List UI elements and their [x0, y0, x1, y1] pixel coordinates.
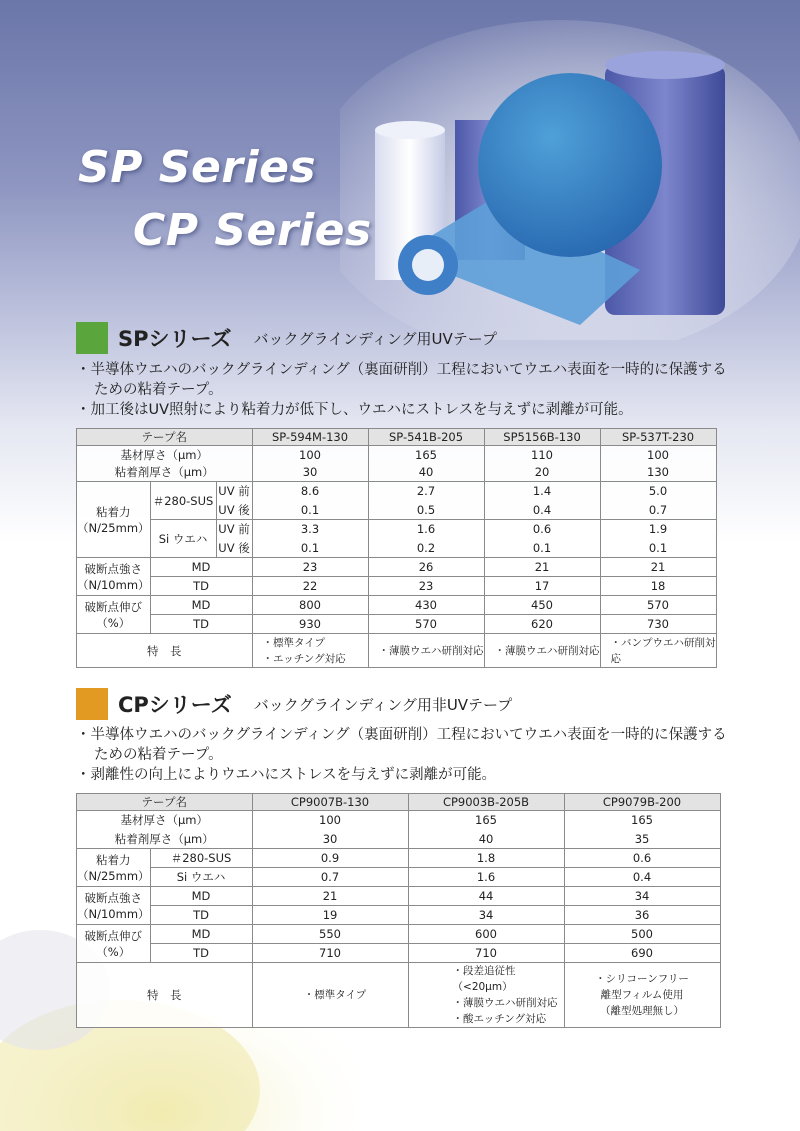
feature-line: ・段差追従性（<20μm）: [452, 965, 516, 993]
feature-cell: [252, 963, 408, 1028]
sp-section-title: SPシリーズ: [118, 327, 232, 351]
table-cell: 0.1: [600, 539, 716, 558]
sp-label-adhesion: [77, 482, 151, 558]
table-cell: 710: [252, 944, 408, 963]
md-label: MD: [150, 925, 252, 944]
table-cell: 19: [252, 906, 408, 925]
table-cell: 730: [600, 615, 716, 634]
md-label: MD: [150, 596, 252, 615]
table-cell: 165: [368, 446, 484, 464]
cp-section-title: CPシリーズ: [118, 693, 232, 717]
label-text: 破断点強さ: [84, 561, 142, 576]
table-cell: 8.6: [252, 482, 368, 501]
sp-product: SP-594M-130: [252, 429, 368, 446]
cp-section-heading: [76, 686, 512, 722]
table-cell: 1.8: [408, 849, 564, 868]
table-cell: 30: [252, 830, 408, 849]
feature-cell: [484, 634, 600, 668]
sp-label-strength: [77, 558, 151, 596]
table-cell: 620: [484, 615, 600, 634]
table-cell: 1.9: [600, 520, 716, 539]
table-cell: 44: [408, 887, 564, 906]
table-cell: 500: [564, 925, 720, 944]
label-text: 破断点伸び: [84, 599, 142, 614]
feature-line: ・薄膜ウエハ研削対応: [452, 997, 558, 1009]
table-cell: 0.7: [600, 501, 716, 520]
label-text: 粘着力: [96, 852, 131, 867]
table-cell: 0.4: [484, 501, 600, 520]
table-cell: 0.4: [564, 868, 720, 887]
table-cell: 21: [600, 558, 716, 577]
td-label: TD: [150, 944, 252, 963]
cp-description: [76, 725, 736, 785]
feature-line: ・エッチング対応: [262, 652, 346, 665]
table-cell: 800: [252, 596, 368, 615]
cp-label-feature: 特 長: [77, 963, 253, 1028]
table-cell: 570: [600, 596, 716, 615]
sp-label-si-wafer: Si ウエハ: [150, 520, 216, 558]
cp-label-adhesive-thickness: 粘着剤厚さ（μm）: [77, 830, 253, 849]
table-cell: 17: [484, 577, 600, 596]
sp-spec-table: [76, 428, 717, 668]
md-label: MD: [150, 887, 252, 906]
product-photo: [340, 20, 800, 340]
title-sp-series: SP Series: [78, 142, 317, 193]
uv-after-label: UV 後: [216, 539, 252, 558]
table-cell: 550: [252, 925, 408, 944]
table-cell: 21: [484, 558, 600, 577]
feature-line: 離型フィルム使用: [600, 989, 684, 1001]
table-cell: 570: [368, 615, 484, 634]
feature-line: ・標準タイプ: [303, 989, 367, 1001]
td-label: TD: [150, 577, 252, 596]
table-cell: 130: [600, 464, 716, 482]
label-text: 破断点強さ: [84, 890, 142, 905]
feature-cell: [564, 963, 720, 1028]
feature-cell: [600, 634, 716, 668]
table-cell: 100: [600, 446, 716, 464]
label-unit: （N/10mm）: [77, 906, 150, 921]
feature-line: ・酸エッチング対応: [452, 1013, 547, 1025]
cp-bullet: ・半導体ウエハのバックグラインディング（裏面研削）工程においてウエハ表面を一時的に保護するための粘着テープ。: [76, 727, 727, 763]
table-cell: 710: [408, 944, 564, 963]
table-cell: 23: [252, 558, 368, 577]
cp-label-elongation: [77, 925, 151, 963]
table-cell: 430: [368, 596, 484, 615]
cp-section-marker: [76, 688, 108, 720]
feature-line: ・薄膜ウエハ研削対応: [494, 644, 600, 657]
table-cell: 0.7: [252, 868, 408, 887]
table-cell: 0.2: [368, 539, 484, 558]
sp-label-elongation: [77, 596, 151, 634]
feature-cell: [368, 634, 484, 668]
sp-product: SP-541B-205: [368, 429, 484, 446]
table-cell: 35: [564, 830, 720, 849]
table-cell: 2.7: [368, 482, 484, 501]
feature-line: ・標準タイプ: [262, 636, 325, 649]
title-cp-series: CP Series: [133, 205, 372, 256]
table-cell: 30: [252, 464, 368, 482]
label-unit: （N/10mm）: [77, 577, 150, 592]
cp-section-subtitle: バックグラインディング用非UVテープ: [253, 695, 513, 714]
table-cell: 34: [408, 906, 564, 925]
table-cell: 0.1: [252, 539, 368, 558]
feature-cell: [252, 634, 368, 668]
table-cell: 21: [252, 887, 408, 906]
cp-spec-table: [76, 793, 721, 1028]
table-cell: 100: [252, 811, 408, 830]
feature-line: ・バンプウエハ研削対応: [610, 636, 716, 665]
feature-line: （離型処理無し）: [600, 1005, 685, 1017]
sp-bullet: ・加工後はUV照射により粘着力が低下し、ウエハにストレスを与えずに剥離が可能。: [76, 402, 633, 418]
uv-before-label: UV 前: [216, 482, 252, 501]
cp-product: CP9003B-205B: [408, 794, 564, 811]
sp-label-sus: ＃280-SUS: [150, 482, 216, 520]
uv-before-label: UV 前: [216, 520, 252, 539]
sp-label-adhesive-thickness: 粘着剤厚さ（μm）: [77, 464, 253, 482]
label-unit: （N/25mm）: [77, 520, 150, 535]
sp-product: SP5156B-130: [484, 429, 600, 446]
sp-label-base-thickness: 基材厚さ（μm）: [77, 446, 253, 464]
label-text: 破断点伸び: [84, 928, 142, 943]
table-cell: 450: [484, 596, 600, 615]
label-unit: （%）: [96, 944, 131, 959]
table-cell: 22: [252, 577, 368, 596]
table-cell: 165: [564, 811, 720, 830]
sp-description: [76, 360, 736, 420]
table-cell: 110: [484, 446, 600, 464]
cp-label-si-wafer: Si ウエハ: [150, 868, 252, 887]
sp-bullet: ・半導体ウエハのバックグラインディング（裏面研削）工程においてウエハ表面を一時的に保護するための粘着テープ。: [76, 362, 727, 398]
cp-label-adhesion: [77, 849, 151, 887]
sp-section-subtitle: バックグラインディング用UVテープ: [253, 329, 498, 348]
cp-bullet: ・剥離性の向上によりウエハにストレスを与えずに剥離が可能。: [76, 767, 497, 783]
table-cell: 0.1: [252, 501, 368, 520]
sp-header-tape: テープ名: [77, 429, 253, 446]
table-cell: 930: [252, 615, 368, 634]
feature-line: ・薄膜ウエハ研削対応: [378, 644, 484, 657]
table-cell: 100: [252, 446, 368, 464]
table-cell: 20: [484, 464, 600, 482]
label-unit: （N/25mm）: [77, 868, 150, 883]
table-cell: 165: [408, 811, 564, 830]
label-unit: （%）: [96, 615, 131, 630]
table-cell: 1.6: [368, 520, 484, 539]
td-label: TD: [150, 615, 252, 634]
sp-product: SP-537T-230: [600, 429, 716, 446]
cp-label-sus: ＃280-SUS: [150, 849, 252, 868]
feature-line: ・シリコーンフリー: [595, 973, 689, 985]
table-cell: 36: [564, 906, 720, 925]
sp-section-heading: [76, 320, 497, 356]
table-cell: 23: [368, 577, 484, 596]
table-cell: 18: [600, 577, 716, 596]
table-cell: 1.4: [484, 482, 600, 501]
table-cell: 600: [408, 925, 564, 944]
table-cell: 26: [368, 558, 484, 577]
cp-product: CP9007B-130: [252, 794, 408, 811]
table-cell: 34: [564, 887, 720, 906]
label-text: 粘着力: [96, 504, 131, 519]
table-cell: 40: [368, 464, 484, 482]
table-cell: 3.3: [252, 520, 368, 539]
td-label: TD: [150, 906, 252, 925]
table-cell: 690: [564, 944, 720, 963]
cp-label-strength: [77, 887, 151, 925]
sp-section-marker: [76, 322, 108, 354]
md-label: MD: [150, 558, 252, 577]
cp-label-base-thickness: 基材厚さ（μm）: [77, 811, 253, 830]
cp-header-tape: テープ名: [77, 794, 253, 811]
table-cell: 0.9: [252, 849, 408, 868]
table-cell: 0.5: [368, 501, 484, 520]
table-cell: 0.1: [484, 539, 600, 558]
sp-label-feature: 特 長: [77, 634, 253, 668]
cp-product: CP9079B-200: [564, 794, 720, 811]
table-cell: 0.6: [484, 520, 600, 539]
table-cell: 40: [408, 830, 564, 849]
table-cell: 1.6: [408, 868, 564, 887]
feature-cell: [408, 963, 564, 1028]
table-cell: 0.6: [564, 849, 720, 868]
uv-after-label: UV 後: [216, 501, 252, 520]
table-cell: 5.0: [600, 482, 716, 501]
